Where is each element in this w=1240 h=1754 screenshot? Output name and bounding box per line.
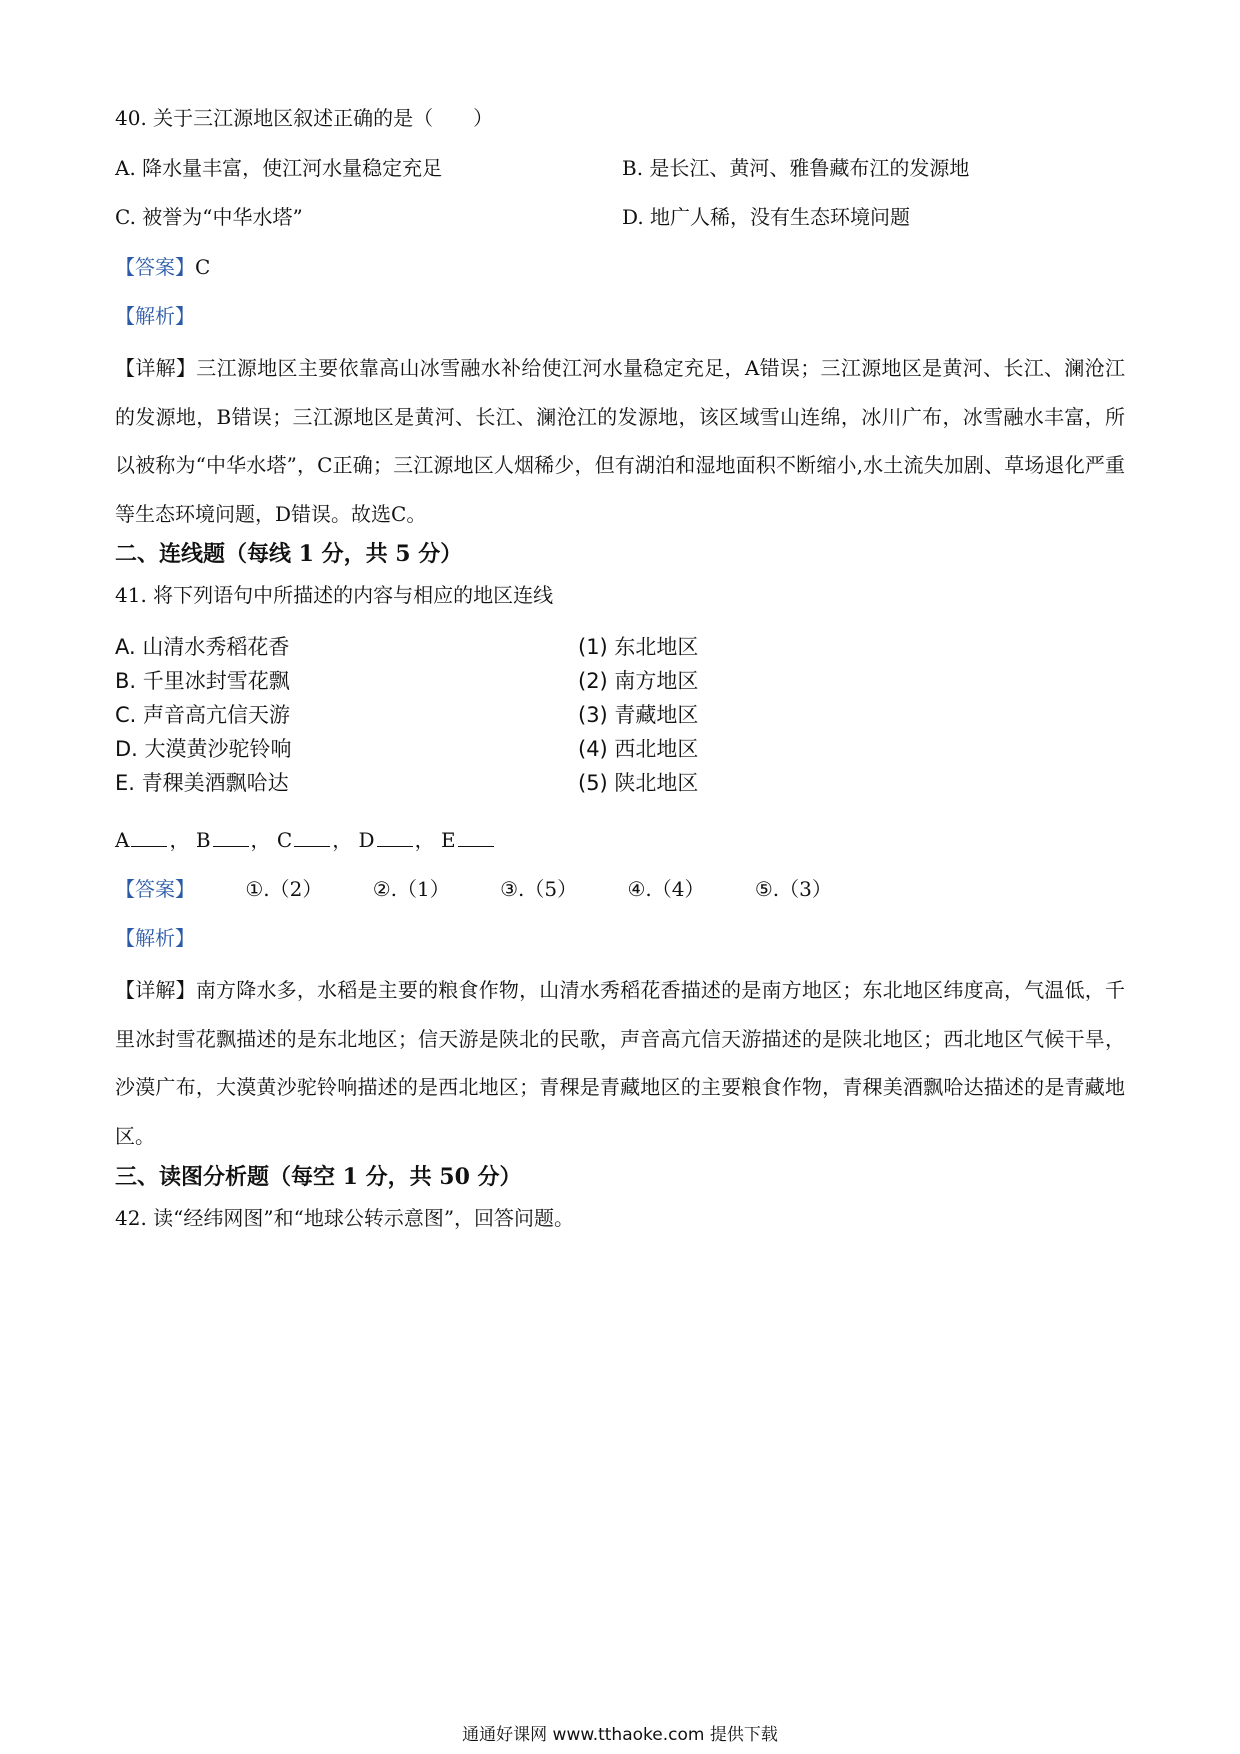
blank-label-e: E <box>440 828 456 852</box>
blank-d[interactable] <box>377 828 413 847</box>
q40-answer-line <box>115 253 210 281</box>
analysis-tag: 【解析】 <box>115 304 195 328</box>
match-left-e: E. 青稞美酒飘哈达 <box>115 771 289 795</box>
answer-value: C <box>195 255 211 279</box>
blank-label-a: A <box>115 828 130 852</box>
match-left-c: C. 声音高亢信天游 <box>115 703 291 727</box>
blank-label-b: B <box>195 828 211 852</box>
match-left-d: D. 大漠黄沙驼铃响 <box>115 737 292 761</box>
detail-text: 南方降水多，水稻是主要的粮食作物，山清水秀稻花香描述的是南方地区；东北地区纬度高，气温低，千里冰封雪花飘描述的是东北地区；信天游是陕北的民歌，声音高亢信天游描述的是陕北地区；西北地区气候干旱，沙漠广布，大漠黄沙驼铃响描述的是西北地区；青稞是青藏地区的主要粮食作物，青稞美酒飘哈达描述的是青藏地区。 <box>115 978 1126 1148</box>
blank-label-d: D <box>358 828 375 852</box>
answer-item-5: ⑤.（3） <box>754 877 832 901</box>
analysis-tag: 【解析】 <box>115 926 195 950</box>
answer-item-3: ③.（5） <box>500 877 578 901</box>
blank-e[interactable] <box>458 828 494 847</box>
section3-heading: 三、读图分析题（每空 1 分，共 50 分） <box>115 1164 522 1190</box>
q41-analysis-tag <box>115 924 195 952</box>
q40-question: 40. 关于三江源地区叙述正确的是（ ） <box>115 106 494 130</box>
q41-blanks: A ， B ， C ， D ， E <box>115 826 496 854</box>
detail-tag: 【详解】 <box>115 978 196 1002</box>
blank-c[interactable] <box>294 828 330 847</box>
answer-tag: 【答案】 <box>115 255 195 279</box>
match-left-a: A. 山清水秀稻花香 <box>115 635 290 659</box>
match-right-1: (1) 东北地区 <box>578 635 699 659</box>
match-right-2: (2) 南方地区 <box>578 669 699 693</box>
detail-tag: 【详解】 <box>115 356 197 380</box>
match-right-5: (5) 陕北地区 <box>578 771 699 795</box>
q41-detail <box>115 966 1125 1160</box>
q42-question: 42. 读“经纬网图”和“地球公转示意图”，回答问题。 <box>115 1206 575 1230</box>
blank-a[interactable] <box>131 828 167 847</box>
answer-item-4: ④.（4） <box>627 877 705 901</box>
match-right-3: (3) 青藏地区 <box>578 703 699 727</box>
blank-b[interactable] <box>213 828 249 847</box>
q40-option-c: C. 被誉为“中华水塔” <box>115 205 303 229</box>
blank-label-c: C <box>276 828 293 852</box>
q40-option-b: B. 是长江、黄河、雅鲁藏布江的发源地 <box>622 156 970 180</box>
q40-detail <box>115 344 1125 538</box>
answer-tag: 【答案】 <box>115 877 195 901</box>
q40-option-d: D. 地广人稀，没有生态环境问题 <box>622 205 911 229</box>
match-left-b: B. 千里冰封雪花飘 <box>115 669 290 693</box>
answer-item-2: ②.（1） <box>372 877 450 901</box>
q41-answer-line <box>115 875 832 903</box>
q40-analysis-tag <box>115 302 195 330</box>
answer-item-1: ①.（2） <box>245 877 323 901</box>
detail-text: 三江源地区主要依靠高山冰雪融水补给使江河水量稳定充足，A错误；三江源地区是黄河、长江、澜沧江的发源地，B错误；三江源地区是黄河、长江、澜沧江的发源地，该区域雪山连绵，冰川广布，冰雪融水丰富，所以被称为“中华水塔”，C正确；三江源地区人烟稀少，但有湖泊和湿地面积不断缩小,水土流失加剧、草场退化严重等生态环境问题，D错误。故选C。 <box>115 356 1126 526</box>
page-footer: 通通好课网 www.tthaoke.com 提供下载 <box>462 1725 778 1745</box>
q40-option-a: A. 降水量丰富，使江河水量稳定充足 <box>115 156 443 180</box>
section2-heading: 二、连线题（每线 1 分，共 5 分） <box>115 541 463 567</box>
match-right-4: (4) 西北地区 <box>578 737 699 761</box>
q41-question: 41. 将下列语句中所描述的内容与相应的地区连线 <box>115 583 554 607</box>
